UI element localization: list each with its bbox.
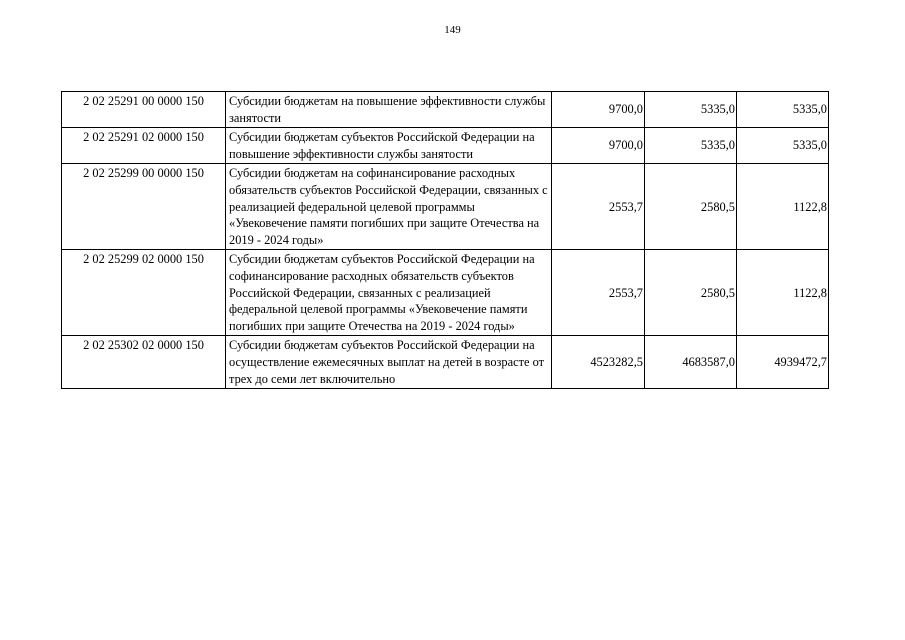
page-number: 149 xyxy=(444,24,461,36)
amount-year2-cell: 2580,5 xyxy=(645,164,737,250)
revenue-code-cell: 2 02 25299 02 0000 150 xyxy=(62,250,226,336)
description-cell: Субсидии бюджетам субъектов Российской Федерации на осуществление ежемесячных выплат на детей в возрасте от трех до семи лет включительно xyxy=(226,336,552,389)
table-row xyxy=(62,250,829,336)
amount-year2-cell: 4683587,0 xyxy=(645,336,737,389)
amount-year1-cell: 2553,7 xyxy=(552,164,645,250)
revenue-code-cell: 2 02 25299 00 0000 150 xyxy=(62,164,226,250)
table-row xyxy=(62,336,829,389)
amount-year3-cell: 1122,8 xyxy=(737,164,829,250)
amount-year1-cell: 9700,0 xyxy=(552,92,645,128)
amount-year1-cell: 2553,7 xyxy=(552,250,645,336)
amount-year2-cell: 5335,0 xyxy=(645,128,737,164)
amount-year3-cell: 5335,0 xyxy=(737,92,829,128)
amount-year1-cell: 9700,0 xyxy=(552,128,645,164)
amount-year2-cell: 2580,5 xyxy=(645,250,737,336)
description-cell: Субсидии бюджетам субъектов Российской Федерации на софинансирование расходных обязательств субъектов Российской Федерации, связанных с реализацией федеральной целевой программы «Увековечение памяти погибших при защите Отечества на 2019 - 2024 годы» xyxy=(226,250,552,336)
revenue-code-cell: 2 02 25291 02 0000 150 xyxy=(62,128,226,164)
amount-year2-cell: 5335,0 xyxy=(645,92,737,128)
description-cell: Субсидии бюджетам на софинансирование расходных обязательств субъектов Российской Федерации, связанных с реализацией федеральной целевой программы «Увековечение памяти погибших при защите Отечества на 2019 - 2024 годы» xyxy=(226,164,552,250)
description-cell: Субсидии бюджетам на повышение эффективности службы занятости xyxy=(226,92,552,128)
budget-table xyxy=(61,91,829,389)
description-cell: Субсидии бюджетам субъектов Российской Федерации на повышение эффективности службы занятости xyxy=(226,128,552,164)
revenue-code-cell: 2 02 25291 00 0000 150 xyxy=(62,92,226,128)
table-row xyxy=(62,92,829,128)
amount-year3-cell: 1122,8 xyxy=(737,250,829,336)
table-row xyxy=(62,164,829,250)
amount-year3-cell: 4939472,7 xyxy=(737,336,829,389)
table-row xyxy=(62,128,829,164)
amount-year1-cell: 4523282,5 xyxy=(552,336,645,389)
amount-year3-cell: 5335,0 xyxy=(737,128,829,164)
revenue-code-cell: 2 02 25302 02 0000 150 xyxy=(62,336,226,389)
